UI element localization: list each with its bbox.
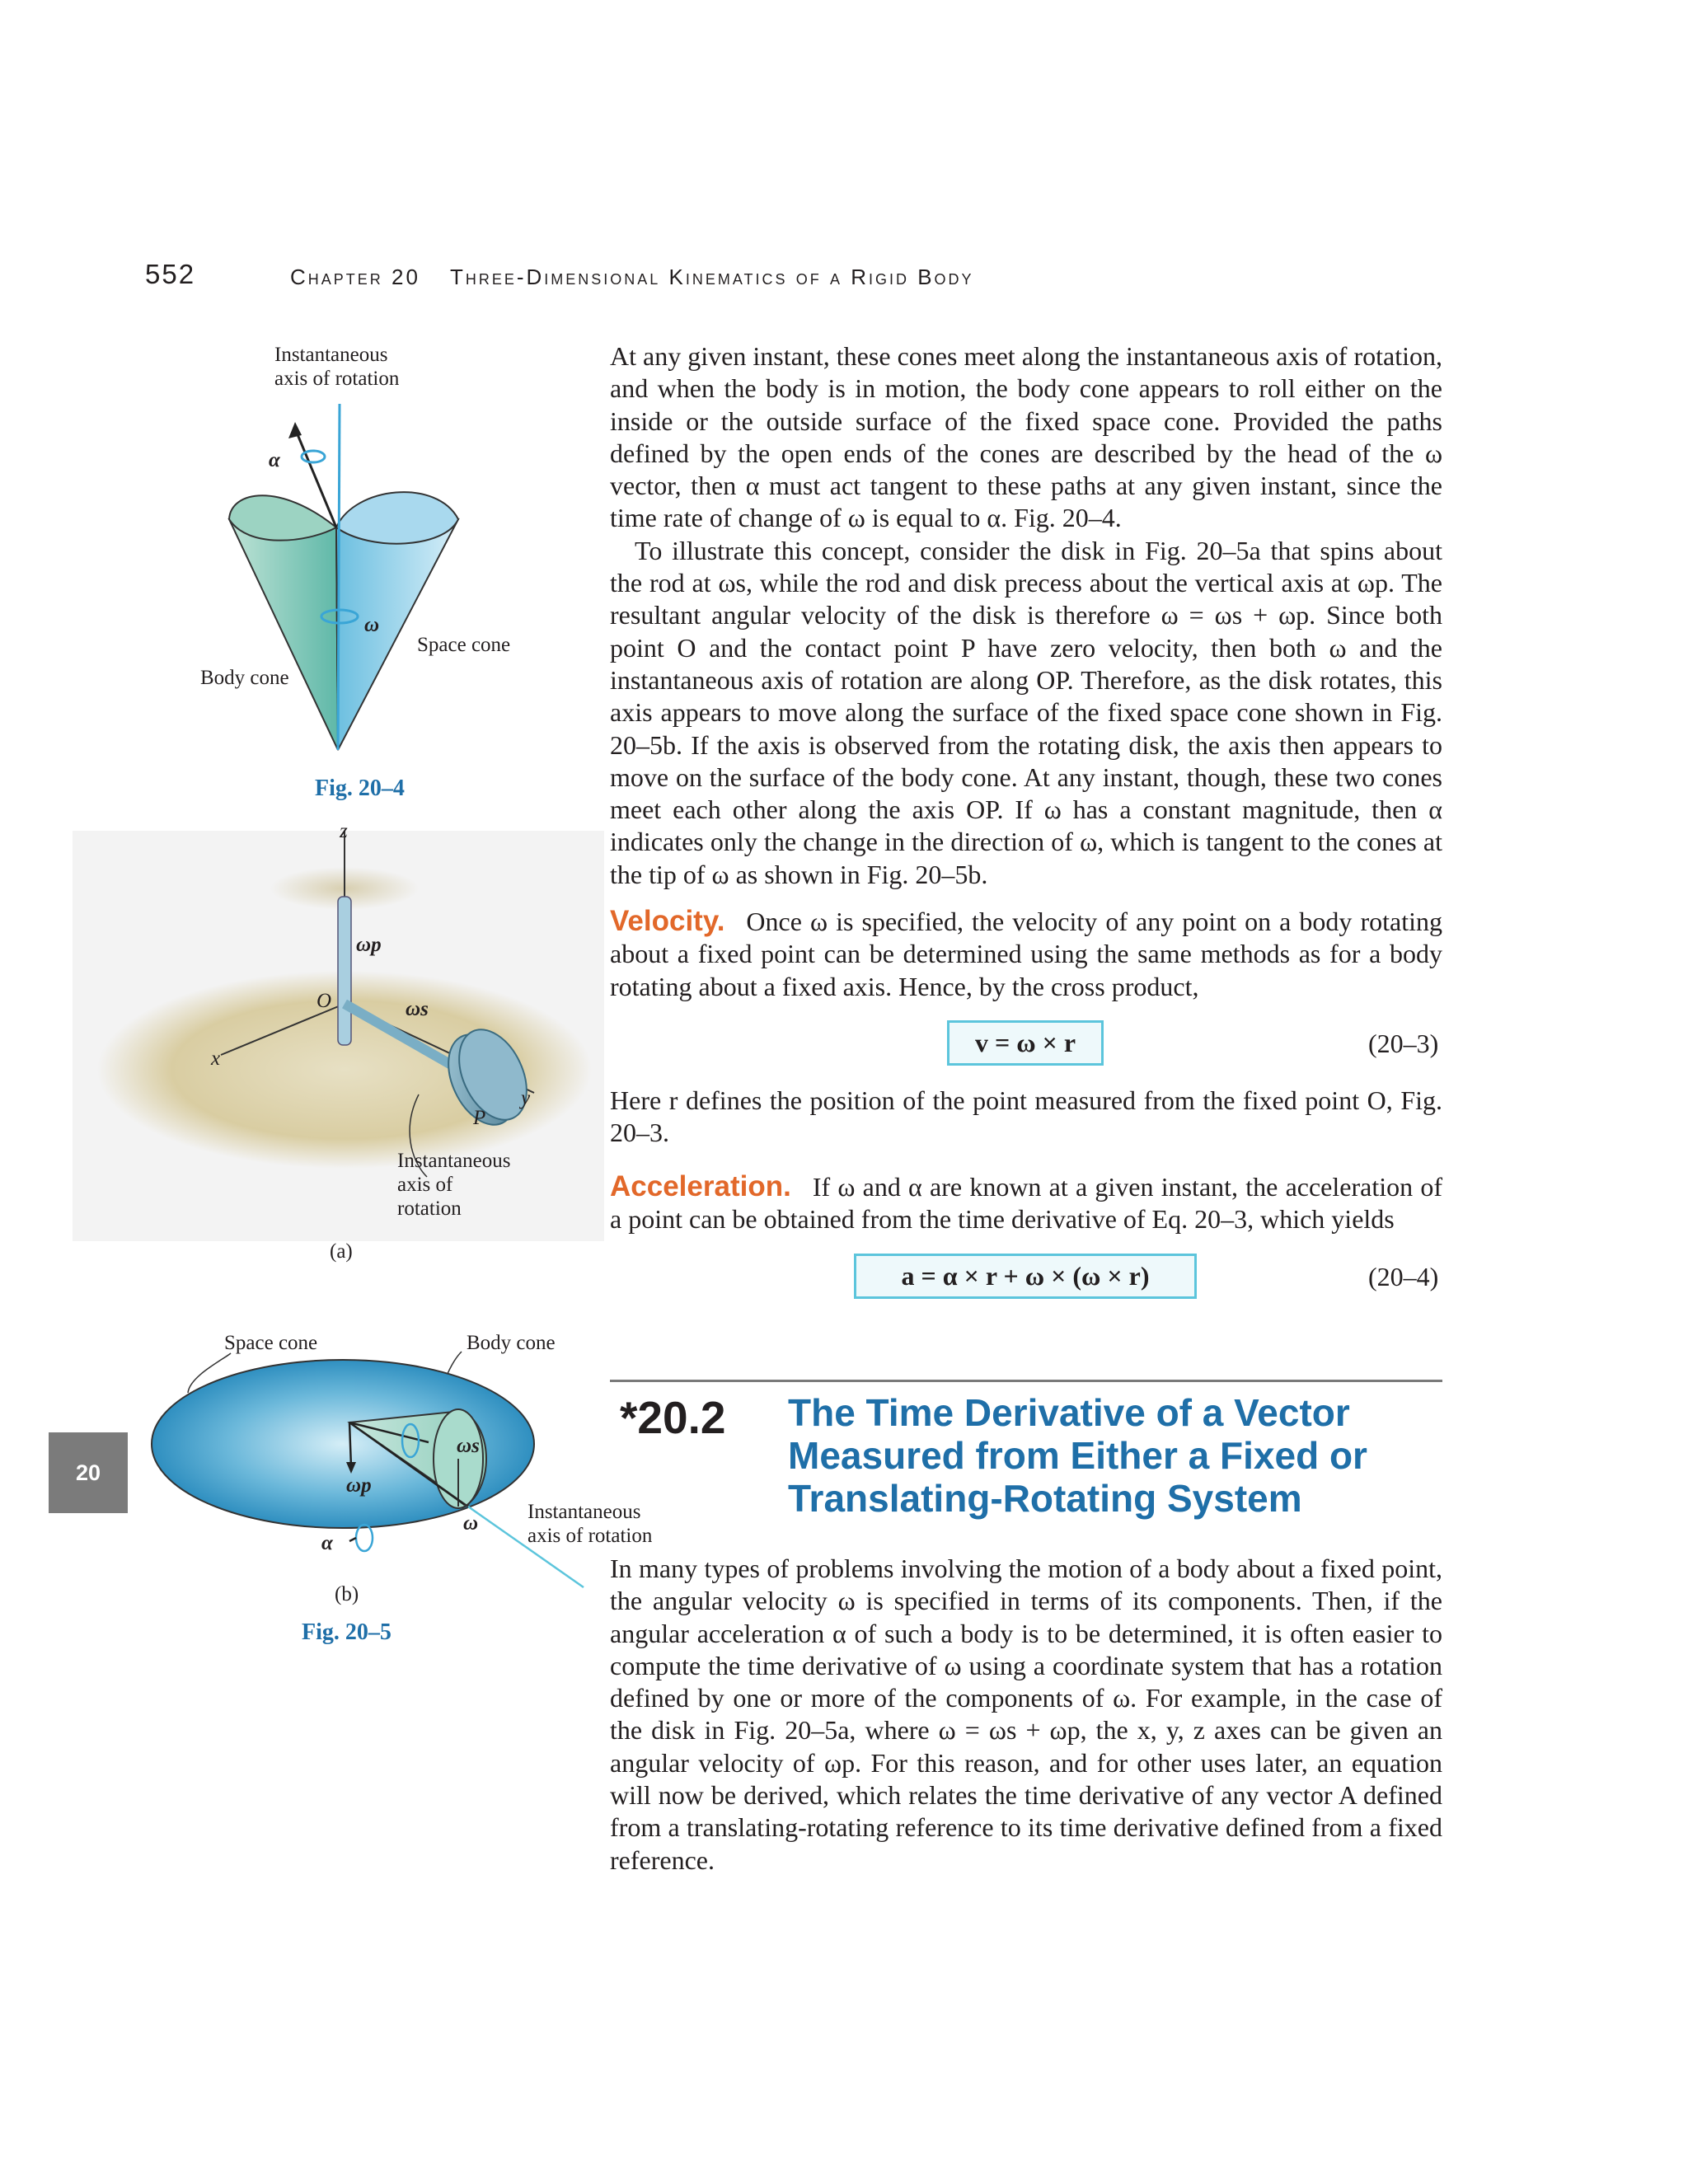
main-text-block-2 (610, 1085, 1442, 1150)
paragraph: If ω and α are known at a given instant, the acceleration of a point can be obtained from the time derivative of Eq. 20–3, which yields (610, 1172, 1442, 1235)
fig5b-body-cone-label: Body cone (467, 1332, 556, 1354)
section-rule (610, 1380, 1442, 1382)
chapter-title: Three-Dimensional Kinematics of a Rigid Body (449, 265, 974, 289)
fig4-axis-label: Instantaneous axis of rotation (274, 344, 400, 390)
main-text-block-1 (610, 340, 1442, 891)
equation-number: (20–4) (1368, 1262, 1439, 1291)
fig4-body-cone-label: Body cone (200, 667, 289, 689)
main-text-block-3 (610, 1553, 1442, 1877)
paragraph: In many types of problems involving the motion of a body about a fixed point, the angular velocity ω is specified in terms of its components. Then, if the angular acceleration α of such a body is to be determined, it is often easier to compute the time derivative of ω using a coordinate system that has a rotation defined by one or more of the components of ω. For example, in the case of the disk in Fig. 20–5a, where ω = ωs + ωp, the x, y, z axes can be given an angular velocity of ωp. For this reason, and for other uses later, an equation will now be derived, which relates the time derivative of any vector A defined from a translating-rotating reference to its time derivative defined from a fixed reference. (610, 1554, 1442, 1875)
fig4-caption: Fig. 20–4 (315, 776, 405, 801)
fig5a-sublabel: (a) (330, 1240, 353, 1263)
velocity-heading: Velocity. (610, 905, 725, 937)
velocity-paragraph (610, 905, 1442, 1003)
paragraph: Here r defines the position of the point measured from the fixed point O, Fig. 20–3. (610, 1085, 1442, 1148)
fig5b-alpha-label: α (321, 1532, 333, 1554)
acceleration-paragraph (610, 1170, 1442, 1236)
fig5b-omega-label: ω (463, 1512, 479, 1535)
fig5a-disk-diagram (73, 831, 604, 1241)
equation-20-3: v = ω × r (947, 1020, 1104, 1066)
equation-number: (20–3) (1368, 1029, 1439, 1058)
acceleration-heading: Acceleration. (610, 1170, 791, 1202)
fig5a-z-label: z (340, 820, 348, 842)
section-number: *20.2 (620, 1392, 726, 1443)
equation-20-4: a = α × r + ω × (ω × r) (854, 1254, 1197, 1299)
chapter-label: Chapter 20 (290, 265, 420, 289)
fig5a-axis-label: Instantaneous axis of rotation (397, 1150, 511, 1220)
fig5b-cones-diagram (148, 1343, 593, 1591)
paragraph: At any given instant, these cones meet along the instantaneous axis of rotation, and when the body is in motion, the body cone appears to roll either on the inside or the outside surface of the fixed space cone. Provided the paths defined by the open ends of the cones are described by the head of the ω vector, then α must act tangent to these paths at any given instant, since the time rate of change of ω is equal to α. Fig. 20–4. (610, 341, 1442, 533)
fig4-cones-diagram (190, 404, 536, 766)
fig5a-O-label: O (316, 990, 332, 1012)
running-header (290, 265, 974, 290)
fig5a-wp-label: ωp (356, 934, 382, 956)
page-number: 552 (145, 259, 196, 289)
paragraph: Once ω is specified, the velocity of any point on a body rotating about a fixed point can be determined using the same methods as for a body rotating about a fixed axis. Hence, by the cross product, (610, 907, 1442, 1001)
chapter-tab: 20 (49, 1432, 128, 1513)
fig5a-P-label: P (473, 1107, 486, 1129)
fig5b-sublabel: (b) (335, 1583, 359, 1605)
fig5b-space-cone-label: Space cone (224, 1332, 318, 1354)
fig5b-axis-label: Instantaneous axis of rotation (528, 1501, 653, 1547)
fig4-alpha-label: α (269, 449, 280, 471)
paragraph: To illustrate this concept, consider the disk in Fig. 20–5a that spins about the rod at ωs, while the rod and disk precess about the vertical axis at ωp. The resultant angular velocity of the disk is therefore ω = ωs + ωp. Since both point O and the contact point P have zero velocity, then both ω and the instantaneous axis of rotation are along OP. Therefore, as the disk rotates, this axis appears to move along the surface of the fixed space cone shown in Fig. 20–5b. If the axis is observed from the rotating disk, the axis then appears to move on the surface of the body cone. At any instant, though, these two cones meet each other along the axis OP. If ω has a constant magnitude, then α indicates only the change in the direction of ω, which is tangent to the cones at the tip of ω as shown in Fig. 20–5b. (610, 535, 1442, 889)
fig4-omega-label: ω (364, 614, 380, 636)
fig5a-ws-label: ωs (406, 998, 429, 1020)
fig5b-ws-label: ωs (457, 1435, 480, 1457)
fig5-caption: Fig. 20–5 (302, 1619, 392, 1645)
fig5b-wp-label: ωp (346, 1474, 372, 1497)
fig5a-x-label: x (211, 1047, 221, 1070)
fig5a-y-label: y (521, 1087, 531, 1109)
fig4-space-cone-label: Space cone (417, 634, 511, 656)
section-title: The Time Derivative of a Vector Measured from Either a Fixed or Translating-Rotating System (788, 1391, 1367, 1520)
